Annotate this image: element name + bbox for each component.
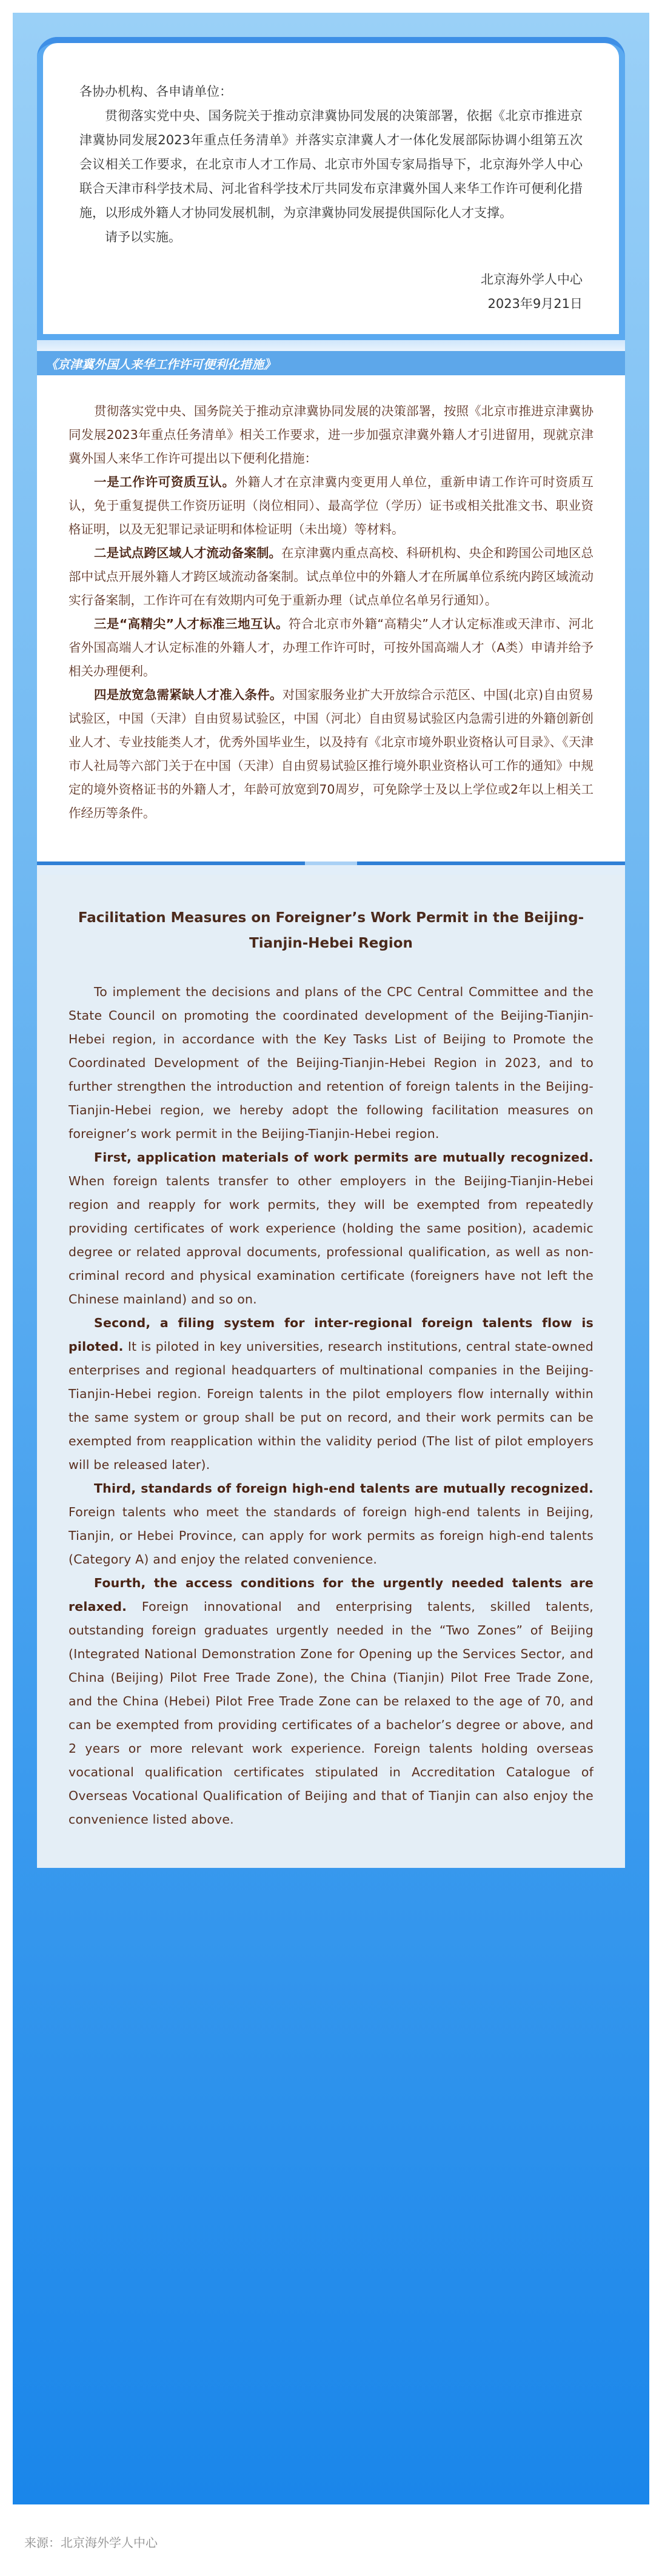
en-measure-1 [69,1146,593,1311]
cn-measure-heading: 四是放宽急需紧缺人才准入条件。 [94,687,283,702]
en-measure-text: It is piloted in key universities, research institutions, central state-owned enterprises and regional headquarters of multinational companies in the Beijing-Tianjin-Hebei region. Foreign talents in the pilot employers flow internally within the same system or group shall be put on record, and their work permits can be exempted from reapplication within the validity period (The list of pilot employers will be released later). [69,1339,593,1472]
en-measure-2 [69,1311,593,1477]
en-measure-heading: Second, a filing system for inter-regional foreign talents flow is piloted. [69,1316,593,1354]
cn-measure-text: 对国家服务业扩大开放综合示范区、中国(北京)自由贸易试验区，中国（天津）自由贸易试验区，中国（河北）自由贸易试验区内急需引进的外籍创新创业人才、专业技能类人才，优秀外国毕业生，以及持有《北京市境外职业资格认可目录》、《天津市人社局等六部门关于在中国（天津）自由贸易试验区推行境外职业资格认可工作的通知》中规定的境外资格证书的外籍人才，年龄可放宽到70周岁，可免除学士及以上学位或2年以上相关工作经历等条件。 [69,687,593,820]
cn-section-title: 《京津冀外国人来华工作许可便利化措施》 [45,356,276,372]
cn-measure-text: 符合北京市外籍“高精尖”人才认定标准或天津市、河北省外国高端人才认定标准的外籍人才，办理工作许可时，可按外国高端人才（A类）申请并给予相关办理便利。 [69,617,593,678]
language-divider [37,861,625,875]
section-divider [37,340,625,351]
cn-measure-heading: 三是“高精尖”人才标准三地互认。 [94,617,289,631]
source-footer: 来源：北京海外学人中心 [24,2535,158,2550]
cn-intro-paragraph: 贯彻落实党中央、国务院关于推动京津冀协同发展的决策部署，按照《北京市推进京津冀协同发展2023年重点任务清单》相关工作要求，进一步加强京津冀外籍人才引进留用，现就京津冀外国人来华工作许可提出以下便利化措施： [69,404,593,466]
en-measure-heading: First, application materials of work permits are mutually recognized. [94,1150,593,1165]
letter-signature: 北京海外学人中心 [481,272,583,287]
en-section-body [37,875,625,1868]
cn-measure-4 [69,683,593,825]
en-measure-text: Foreign talents who meet the standards of foreign high-end talents in Beijing, Tianjin, or Hebei Province, can apply for work permits as foreign high-end talents (Category A) and enjoy the related convenience. [69,1505,593,1567]
cn-section-title-bar [37,351,625,375]
en-measure-text: When foreign talents transfer to other employers in the Beijing-Tianjin-Hebei region and reapply for work permits, they will be exempted from repeatedly providing certificates of work experience (holding the same position), academic degree or related approval documents, professional qualification, as well as non-criminal record and physical examination certificate (foreigners have not left the Chinese mainland) and so on. [69,1174,593,1306]
cn-measure-text: 在京津冀内重点高校、科研机构、央企和跨国公司地区总部中试点开展外籍人才跨区域流动备案制。试点单位中的外籍人才在所属单位系统内跨区域流动实行备案制，工作许可在有效期内可免于重新办理（试点单位名单另行通知）。 [69,546,594,607]
en-measure-3 [69,1477,593,1571]
blue-frame [13,13,649,2504]
cn-measure-heading: 一是工作许可资质互认。 [94,475,235,489]
letter-body: 贯彻落实党中央、国务院关于推动京津冀协同发展的决策部署，依据《北京市推进京津冀协同发展2023年重点任务清单》并落实京津冀人才一体化发展部际协调小组第五次会议相关工作要求，在北京市人才工作局、北京市外国专家局指导下，北京海外学人中心联合天津市科学技术局、河北省科学技术厅共同发布京津冀外国人来华工作许可便利化措施，以形成外籍人才协同发展机制，为京津冀协同发展提供国际化人才支撑。 [79,109,583,220]
cn-measure-3 [69,612,593,683]
letter-salutation: 各协办机构、各申请单位： [79,84,232,99]
en-measure-4 [69,1571,593,1832]
cn-measure-2 [69,541,593,612]
cn-measure-1 [69,470,593,541]
notice-letter [79,79,583,316]
cn-measure-text: 外籍人才在京津冀内变更用人单位，重新申请工作许可时资质互认，免于重复提供工作资历证明（岗位相同）、最高学位（学历）证书或相关批准文书、职业资格证明，以及无犯罪记录证明和体检证明（未出境）等材料。 [69,475,593,537]
letter-closing: 请予以实施。 [105,230,181,244]
letter-date: 2023年9月21日 [487,296,583,311]
cn-measure-heading: 二是试点跨区域人才流动备案制。 [94,546,282,560]
en-section-title: Facilitation Measures on Foreigner’s Work Permit in the Beijing-Tianjin-Hebei Region [78,910,584,951]
en-intro-paragraph: To implement the decisions and plans of the CPC Central Committee and the State Council on promoting the coordinated development of the Beijing-Tianjin-Hebei region, in accordance with the Key Tasks List of Beijing to Promote the Coordinated Development of the Beijing-Tianjin-Hebei Region in 2023, and to further strengthen the introduction and retention of foreign talents in the Beijing-Tianjin-Hebei region, we hereby adopt the following facilitation measures on foreigner’s work permit in the Beijing-Tianjin-Hebei region. [69,985,593,1141]
cn-section-body [37,375,625,861]
notice-letter-card [37,37,625,340]
en-measure-heading: Third, standards of foreign high-end talents are mutually recognized. [94,1481,593,1496]
en-measure-heading: Fourth, the access conditions for the urgently needed talents are relaxed. [69,1576,593,1614]
en-measure-text: Foreign innovational and enterprising talents, skilled talents, outstanding foreign graduates urgently needed in the “Two Zones” of Beijing (Integrated National Demonstration Zone for Opening up the Services Sector, and China (Beijing) Pilot Free Trade Zone), the China (Tianjin) Pilot Free Trade Zone, and the China (Hebei) Pilot Free Trade Zone can be relaxed to the age of 70, and can be exempted from providing certificates of a bachelor’s degree or above, and 2 years or more relevant work experience. Foreign talents holding overseas vocational qualification certificates stipulated in Accreditation Catalogue of Overseas Vocational Qualification of Beijing and that of Tianjin can also enjoy the convenience listed above. [69,1599,593,1827]
